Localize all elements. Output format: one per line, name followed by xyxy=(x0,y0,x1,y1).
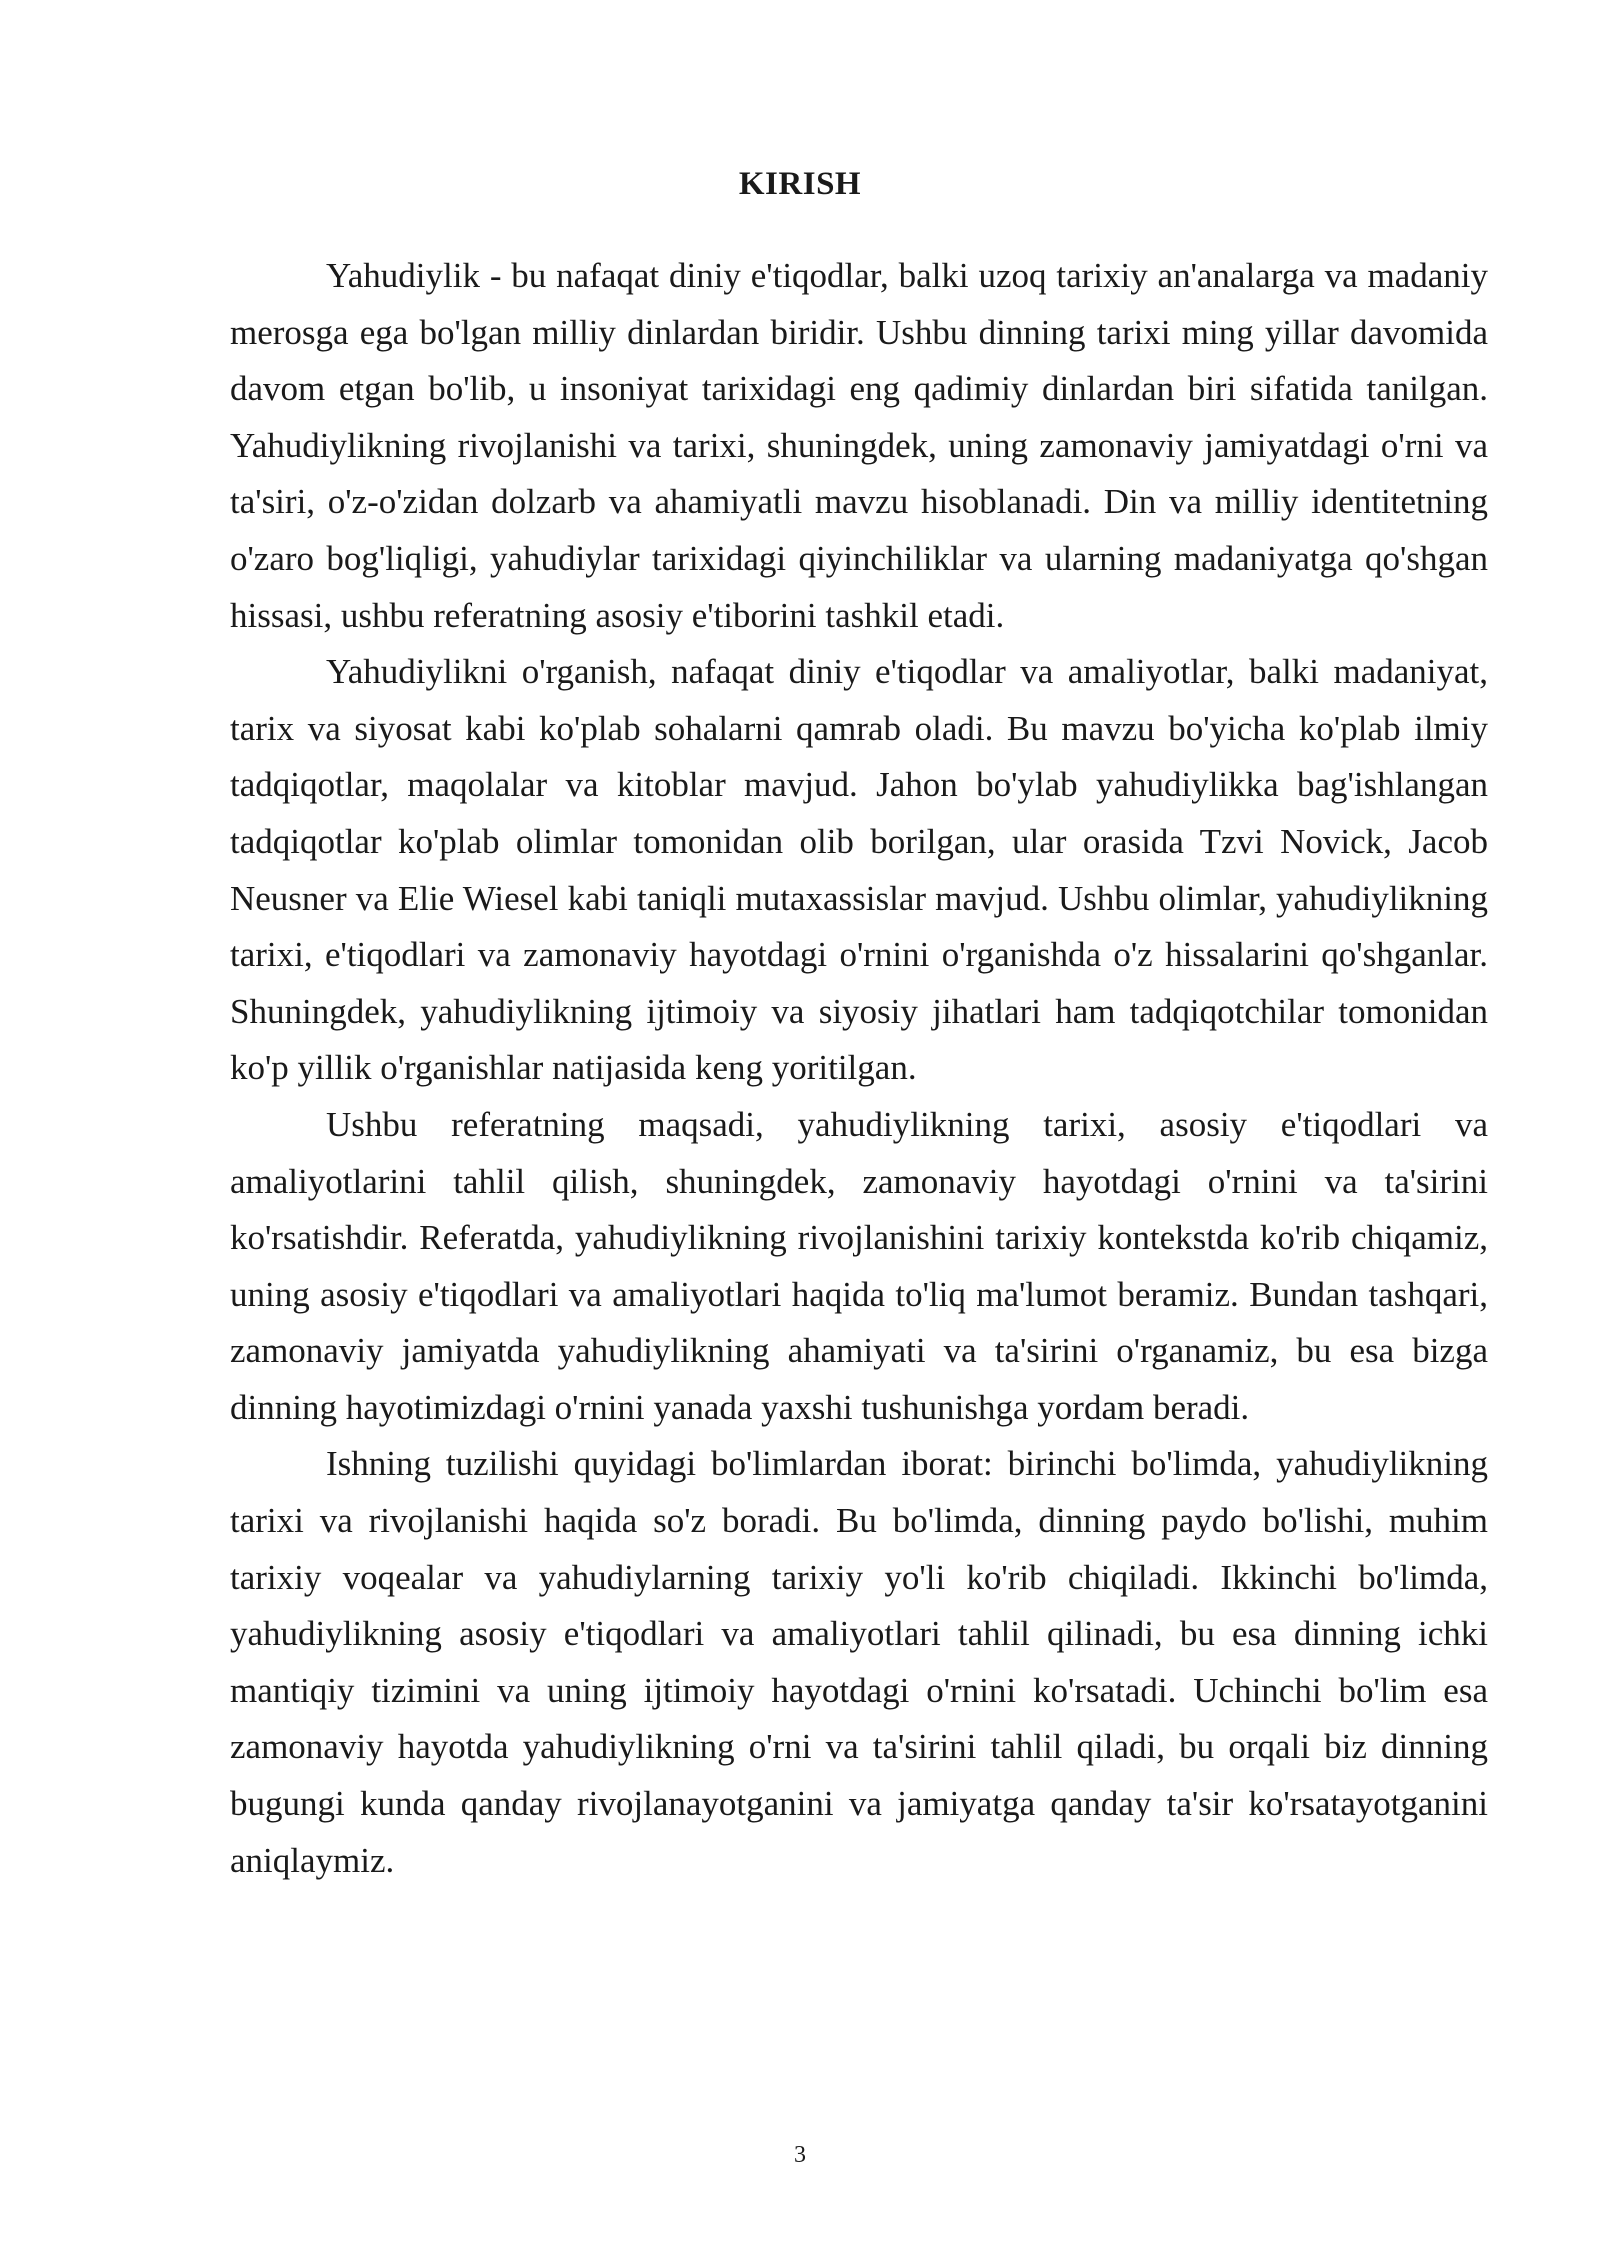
paragraph-3: Ushbu referatning maqsadi, yahudiylikning tarixi, asosiy e'tiqodlari va amaliyotlarini tahlil qilish, shuningdek, zamonaviy hayotdagi o'rnini va ta'sirini ko'rsatishdir. Referatda, yahudiylikning rivojlanishini tarixiy kontekstda ko'rib chiqamiz, uning asosiy e'tiqodlari va amaliyotlari haqida to'liq ma'lumot beramiz. Bundan tashqari, zamonaviy jamiyatda yahudiylikning ahamiyati va ta'sirini o'rganamiz, bu esa bizga dinning hayotimizdagi o'rnini yanada yaxshi tushunishga yordam beradi. xyxy=(230,1104,1488,1427)
page-title: KIRISH xyxy=(738,166,862,202)
paragraph-4: Ishning tuzilishi quyidagi bo'limlardan iborat: birinchi bo'limda, yahudiylikning tarixi va rivojlanishi haqida so'z boradi. Bu bo'limda, dinning paydo bo'lishi, muhim tarixiy voqealar va yahudiylarning tarixiy yo'li ko'rib chiqiladi. Ikkinchi bo'limda, yahudiylikning asosiy e'tiqodlari va amaliyotlari tahlil qilinadi, bu esa dinning ichki mantiqiy tizimini va uning ijtimoiy hayotdagi o'rnini ko'rsatadi. Uchinchi bo'lim esa zamonaviy hayotda yahudiylikning o'rni va ta'sirini tahlil qiladi, bu orqali biz dinning bugungi kunda qanday rivojlanayotganini va jamiyatga qanday ta'sir ko'rsatayotganini aniqlaymiz. xyxy=(230,1444,1488,1880)
body-text xyxy=(230,248,1488,1889)
page-number: 3 xyxy=(794,2142,806,2168)
paragraph-2: Yahudiylikni o'rganish, nafaqat diniy e'tiqodlar va amaliyotlar, balki madaniyat, tarix va siyosat kabi ko'plab sohalarni qamrab oladi. Bu mavzu bo'yicha ko'plab ilmiy tadqiqotlar, maqolalar va kitoblar mavjud. Jahon bo'ylab yahudiylikka bag'ishlangan tadqiqotlar ko'plab olimlar tomonidan olib borilgan, ular orasida Tzvi Novick, Jacob Neusner va Elie Wiesel kabi taniqli mutaxassislar mavjud. Ushbu olimlar, yahudiylikning tarixi, e'tiqodlari va zamonaviy hayotdagi o'rnini o'rganishda o'z hissalarini qo'shganlar. Shuningdek, yahudiylikning ijtimoiy va siyosiy jihatlari ham tadqiqotchilar tomonidan ko'p yillik o'rganishlar natijasida keng yoritilgan. xyxy=(230,652,1488,1088)
paragraph-1: Yahudiylik - bu nafaqat diniy e'tiqodlar, balki uzoq tarixiy an'analarga va madaniy merosga ega bo'lgan milliy dinlardan biridir. Ushbu dinning tarixi ming yillar davomida davom etgan bo'lib, u insoniyat tarixidagi eng qadimiy dinlardan biri sifatida tanilgan. Yahudiylikning rivojlanishi va tarixi, shuningdek, uning zamonaviy jamiyatdagi o'rni va ta'siri, o'z-o'zidan dolzarb va ahamiyatli mavzu hisoblanadi. Din va milliy identitetning o'zaro bog'liqligi, yahudiylar tarixidagi qiyinchiliklar va ularning madaniyatga qo'shgan hissasi, ushbu referatning asosiy e'tiborini tashkil etadi. xyxy=(230,256,1488,635)
